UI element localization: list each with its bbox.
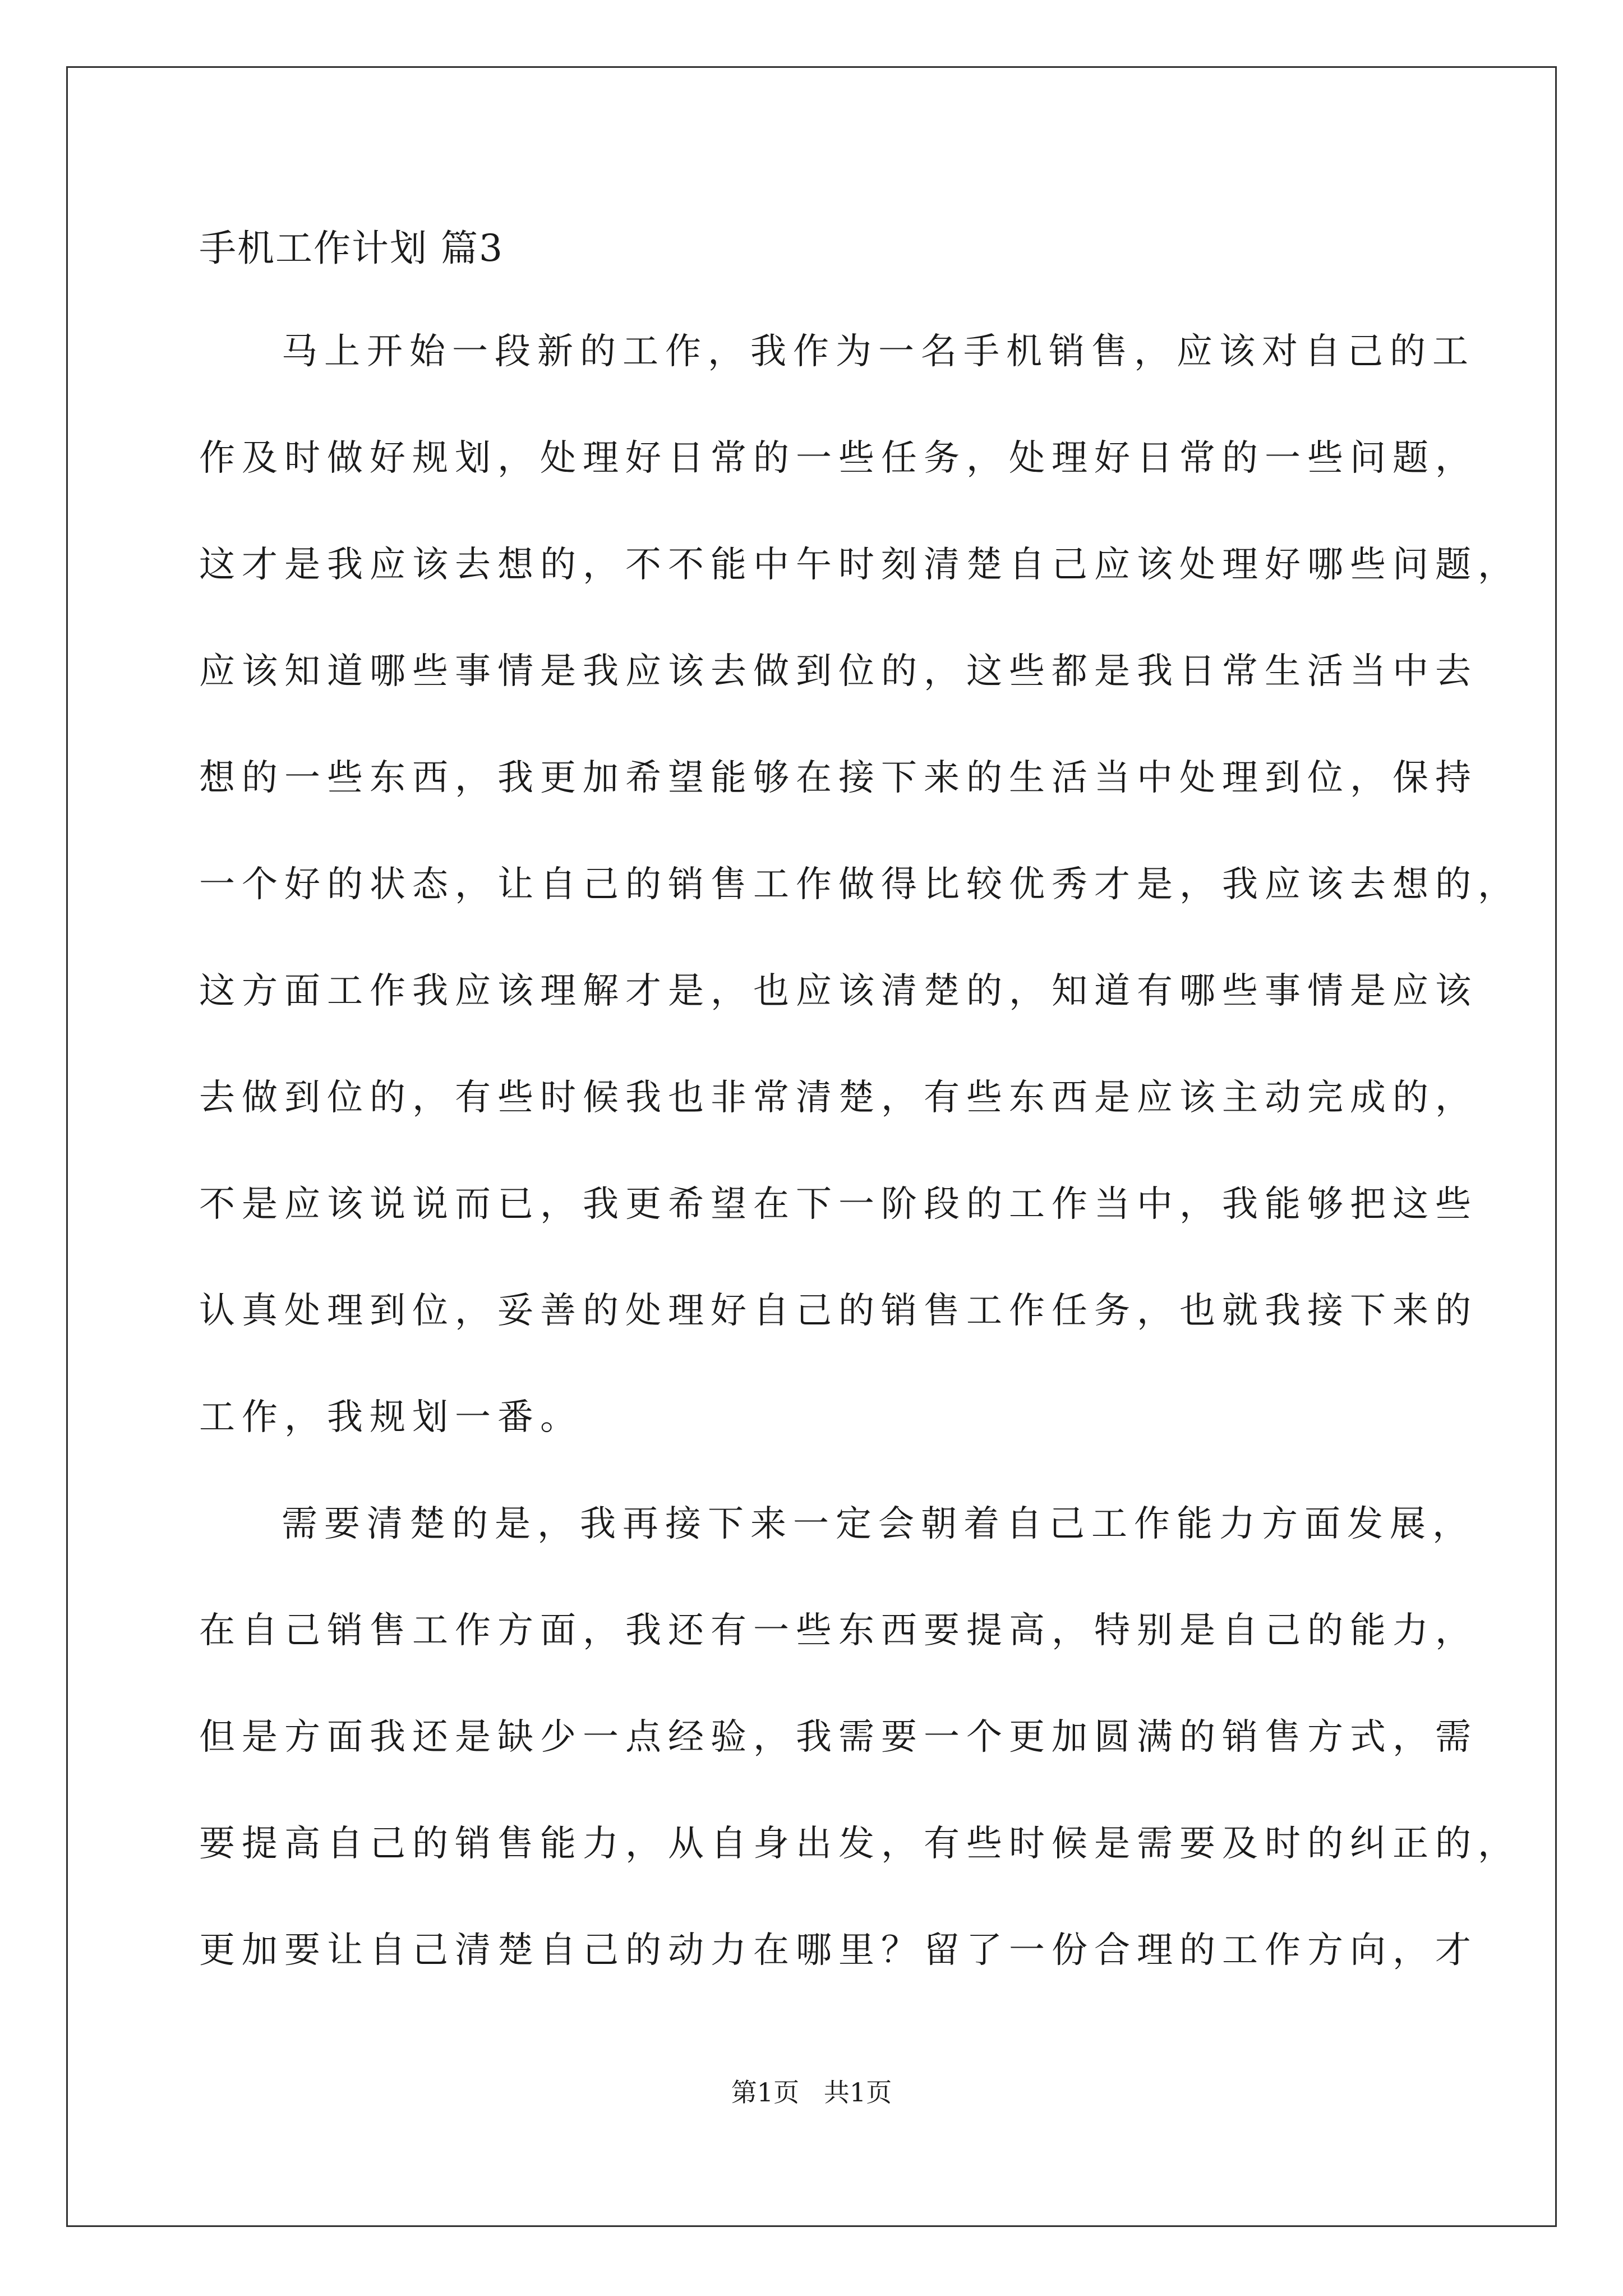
paragraph-1-line-6: 一个好的状态，让自己的销售工作做得比较优秀才是，我应该去想的， — [199, 864, 1520, 905]
page-border — [66, 66, 1557, 2227]
paragraph-1-line-5: 想的一些东西，我更加希望能够在接下来的生活当中处理到位，保持 — [199, 757, 1478, 799]
page-number-footer: 第1页 共1页 — [731, 2077, 892, 2108]
paragraph-1-line-9: 不是应该说说而已，我更希望在下一阶段的工作当中，我能够把这些 — [199, 1184, 1478, 1225]
paragraph-2-line-2: 在自己销售工作方面，我还有一些东西要提高，特别是自己的能力， — [199, 1610, 1478, 1651]
paragraph-2-line-5: 更加要让自己清楚自己的动力在哪里？留了一份合理的工作方向，才 — [199, 1930, 1478, 1971]
paragraph-2-line-1: 需要清楚的是，我再接下来一定会朝着自己工作能力方面发展， — [282, 1503, 1475, 1545]
paragraph-1-line-1: 马上开始一段新的工作，我作为一名手机销售，应该对自己的工 — [282, 331, 1475, 372]
paragraph-2-line-4: 要提高自己的销售能力，从自身出发，有些时候是需要及时的纠正的， — [199, 1823, 1520, 1865]
paragraph-1-line-10: 认真处理到位，妥善的处理好自己的销售工作任务，也就我接下来的 — [199, 1290, 1478, 1332]
paragraph-1-line-8: 去做到位的，有些时候我也非常清楚，有些东西是应该主动完成的， — [199, 1077, 1478, 1119]
paragraph-1-line-7: 这方面工作我应该理解才是，也应该清楚的，知道有哪些事情是应该 — [199, 970, 1478, 1012]
paragraph-1-line-3: 这才是我应该去想的，不不能中午时刻清楚自己应该处理好哪些问题， — [199, 544, 1520, 586]
document-title: 手机工作计划 篇3 — [199, 227, 504, 270]
paragraph-1-line-2: 作及时做好规划，处理好日常的一些任务，处理好日常的一些问题， — [199, 438, 1478, 479]
paragraph-1-line-11: 工作，我规划一番。 — [199, 1397, 583, 1438]
paragraph-2-line-3: 但是方面我还是缺少一点经验，我需要一个更加圆满的销售方式，需 — [199, 1717, 1478, 1758]
paragraph-1-line-4: 应该知道哪些事情是我应该去做到位的，这些都是我日常生活当中去 — [199, 651, 1478, 692]
